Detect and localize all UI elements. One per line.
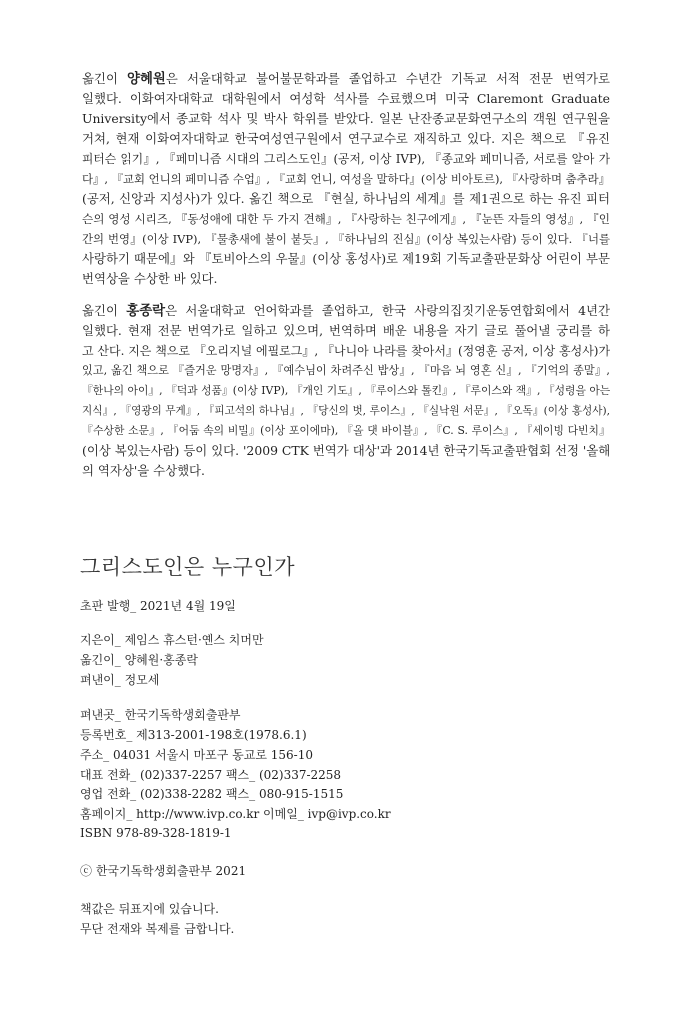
- authors: 지은이_ 제임스 휴스턴·옌스 치머만: [80, 633, 264, 647]
- bio-line: 있고, 옮긴 책으로 『즐거운 망명자』, 『예수님이 차려주신 밥상』, 『마음 뇌 영혼 신』, 『기억의 종말』,: [82, 364, 610, 377]
- bio-line: 피터슨 읽기』, 『페미니즘 시대의 그리스도인』(공저, 이상 IVP), 『종교와 페미니즘, 서로를 알아 가: [82, 152, 610, 166]
- bio-line: 『수상한 소문』, 『어둠 속의 비밀』(이상 포이에마), 『올 댓 바이블』, 『C. S. 루이스』, 『세이빙 다빈치』: [82, 424, 610, 437]
- sales-phone: 영업 전화_ (02)338-2282 팩스_ 080-915-1515: [80, 787, 344, 801]
- bio-line: [82, 69, 610, 89]
- bio-text: 은 서울대학교 언어학과를 졸업하고, 한국 사랑의집짓기운동연합회에서 4년간: [165, 303, 610, 318]
- bio-line: [82, 301, 610, 321]
- bio-line: 거쳐, 현재 이화여자대학교 한국여성연구원에서 연구교수로 재직하고 있다. 지은 책으로 『유진: [82, 131, 610, 146]
- bio-line: 지식』, 『영광의 무게』, 『피고석의 하나님』, 『당신의 벗, 루이스』, 『실낙원 서문』, 『오독』(이상 홍성사),: [82, 405, 610, 417]
- registration-number: 등록번호_ 제313-2001-198호(1978.6.1): [80, 728, 307, 742]
- bio-line: 일했다. 이화여자대학교 대학원에서 여성학 석사를 수료했으며 미국 Claremont Graduate: [82, 91, 610, 106]
- bio-line: University에서 종교학 석사 및 박사 학위를 받았다. 일본 난잔종교문화연구소의 객원 연구원을: [82, 111, 610, 126]
- translators: 옮긴이_ 양혜원·홍종락: [80, 653, 198, 667]
- translator-name: 양혜원: [127, 71, 166, 87]
- bio-line: 의 역자상'을 수상했다.: [82, 463, 205, 478]
- bio-prefix: 옮긴이: [82, 71, 128, 86]
- bio-line: (이상 복있는사람) 등이 있다. '2009 CTK 번역가 대상'과 2014년 한국기독교출판협회 선정 '올해: [82, 443, 611, 458]
- publisher-person: 펴낸이_ 정모세: [80, 673, 160, 687]
- price-note: 책값은 뒤표지에 있습니다.: [80, 902, 219, 916]
- translator-bio-yang: [82, 69, 610, 289]
- bio-line: 간의 번영』(이상 IVP), 『물총새에 불이 붙듯』, 『하나님의 진심』(이상 복있는사람) 등이 있다. 『너를: [82, 232, 610, 246]
- first-edition-date: 초판 발행_ 2021년 4월 19일: [80, 599, 236, 613]
- isbn: ISBN 978-89-328-1819-1: [80, 826, 232, 840]
- bio-line: 다』, 『교회 언니의 페미니즘 수업』, 『교회 언니, 여성을 말하다』(이상 비아토르), 『사랑하며 춤추라』: [82, 172, 611, 186]
- copyright: ⓒ 한국기독학생회출판부 2021: [80, 864, 247, 878]
- main-phone: 대표 전화_ (02)337-2257 팩스_ (02)337-2258: [80, 768, 342, 782]
- book-title: 그리스도인은 누구인가: [80, 555, 296, 579]
- bio-line: 고 산다. 지은 책으로 『오리지널 에필로그』, 『나니아 나라를 찾아서』(정영훈 공저, 이상 홍성사)가: [82, 344, 611, 358]
- bio-line: (공저, 신앙과 지성사)가 있다. 옮긴 책으로 『현실, 하나님의 세계』를 제1권으로 하는 유진 피터: [82, 191, 610, 206]
- address: 주소_ 04031 서울시 마포구 동교로 156-10: [80, 748, 313, 762]
- bio-prefix: 옮긴이: [82, 303, 127, 318]
- translator-name: 홍종락: [126, 303, 166, 319]
- translator-bio-hong: [82, 301, 610, 481]
- bio-text: 은 서울대학교 불어불문학과를 졸업하고 수년간 기독교 서적 전문 번역가로: [165, 71, 610, 86]
- website-email: 홈페이지_ http://www.ivp.co.kr 이메일_ ivp@ivp.co.kr: [80, 807, 391, 821]
- bio-line: 슨의 영성 시리즈, 『동성애에 대한 두 가지 견해』, 『사랑하는 친구에게』, 『눈뜬 자들의 영성』, 『인: [82, 212, 610, 226]
- bio-line: 번역상을 수상한 바 있다.: [82, 271, 218, 286]
- copy-prohibition-note: 무단 전재와 복제를 금합니다.: [80, 922, 235, 936]
- publisher: 펴낸곳_ 한국기독학생회출판부: [80, 708, 241, 722]
- bio-line: 일했다. 현재 전문 번역가로 일하고 있으며, 번역하며 배운 내용을 자기 글로 풀어낼 궁리를 하: [82, 323, 610, 338]
- bio-line: 사랑하기 때문에』와 『토비아스의 우물』(이상 홍성사)로 제19회 기독교출판문화상 어린이 부문: [82, 251, 610, 266]
- bio-line: 『한나의 아이』, 『덕과 성품』(이상 IVP), 『개인 기도』, 『루이스와 톨킨』, 『루이스와 잭』, 『성령을 아는: [82, 384, 611, 397]
